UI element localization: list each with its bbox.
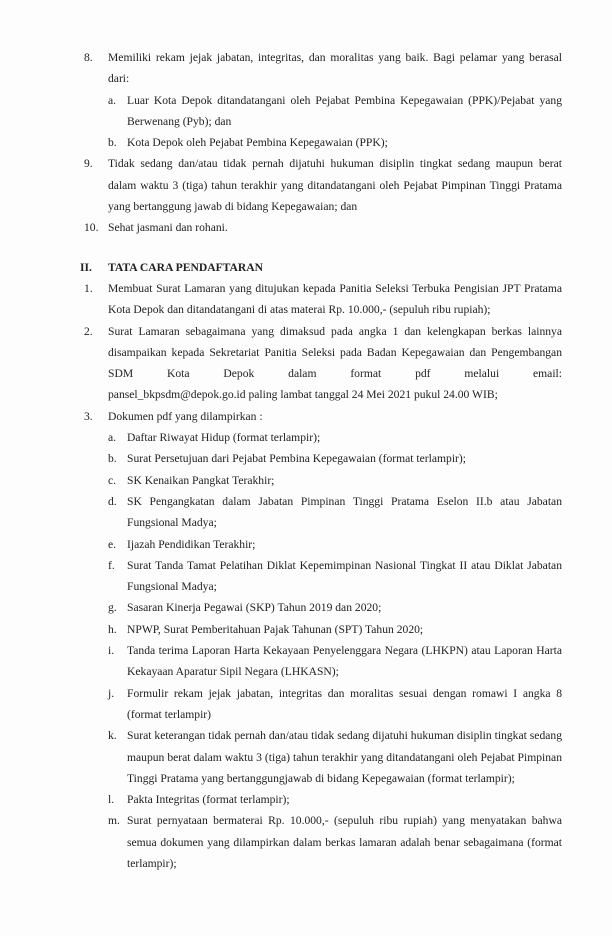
- list-item: [0, 153, 612, 217]
- item-marker: j.: [108, 686, 115, 700]
- list-item: [0, 47, 612, 90]
- item-text: SK Kenaikan Pangkat Terakhir;: [127, 473, 275, 487]
- item-text: Pakta Integritas (format terlampir);: [127, 793, 290, 807]
- sub-item: [0, 789, 612, 810]
- section-2-heading: [0, 257, 612, 278]
- list-item: [0, 217, 612, 238]
- item-text: Dokumen pdf yang dilampirkan :: [108, 409, 263, 423]
- item-text: Memiliki rekam jejak jabatan, integritas, dan moralitas yang baik. Bagi pelamar yang berasal dari:: [108, 51, 562, 86]
- item-text: Tanda terima Laporan Harta Kekayaan Penyelenggara Negara (LHKPN) atau Laporan Harta Kekayaan Aparatur Sipil Negara (LHKASN);: [127, 644, 562, 679]
- item-text: Surat Lamaran sebagaimana yang dimaksud pada angka 1 dan kelengkapan berkas lainnya disampaikan kepada Sekretariat Panitia Seleksi pada Badan Kepegawaian dan Pengembangan SDM Kota Depok dalam format pdf melalui email:: [108, 324, 562, 381]
- sub-item: [0, 90, 612, 133]
- item-text: NPWP, Surat Pemberitahuan Pajak Tahunan (SPT) Tahun 2020;: [127, 622, 424, 636]
- sub-item: [0, 132, 612, 153]
- item-number: 1.: [84, 281, 93, 295]
- document-page: [0, 47, 612, 874]
- item-text: SK Pengangkatan dalam Jabatan Pimpinan Tinggi Pratama Eselon II.b atau Jabatan Fungsional Madya;: [127, 494, 562, 530]
- item-text: Surat pernyataan bermaterai Rp. 10.000,- (sepuluh ribu rupiah) yang menyatakan bahwa semua dokumen yang dilampirkan dalam berkas lamaran adalah benar sebagaimana (format terlampir);: [127, 814, 562, 870]
- item-marker: g.: [108, 601, 117, 615]
- sub-item: [0, 534, 612, 555]
- item-text: Surat keterangan tidak pernah dan/atau tidak sedang dijatuhi hukuman disiplin tingkat sedang maupun berat dalam waktu 3 (tiga) tahun terakhir yang ditandatangani oleh Pejabat Pimpinan Tinggi Pratama yang bertanggungjawab di bidang Kepegawaian (format terlampir);: [127, 729, 562, 785]
- item-number: 3.: [84, 409, 93, 423]
- item-marker: h.: [108, 622, 117, 636]
- list-item: [0, 278, 612, 321]
- section-1-requirements: [0, 47, 612, 239]
- sub-item: [0, 427, 612, 448]
- item-marker: i.: [108, 644, 115, 658]
- item-marker: 10.: [84, 221, 99, 235]
- item-marker: b.: [108, 136, 117, 150]
- sub-item: [0, 725, 612, 789]
- item-marker: m.: [108, 814, 120, 828]
- item-text: Sehat jasmani dan rohani.: [108, 221, 228, 235]
- item-text: Ijazah Pendidikan Terakhir;: [127, 537, 256, 551]
- item-marker: d.: [108, 494, 117, 508]
- sub-item: [0, 640, 612, 683]
- item-text: Kota Depok oleh Pejabat Pembina Kepegawaian (PPK);: [127, 136, 388, 150]
- item-marker: l.: [108, 793, 115, 807]
- item-marker: c.: [108, 473, 117, 487]
- sub-item: [0, 470, 612, 491]
- sub-item: [0, 597, 612, 618]
- item-text: Sasaran Kinerja Pegawai (SKP) Tahun 2019 dan 2020;: [127, 601, 382, 615]
- item-text: Surat Persetujuan dari Pejabat Pembina Kepegawaian (format terlampir);: [127, 452, 466, 466]
- sub-item: [0, 619, 612, 640]
- item-marker: e.: [108, 537, 117, 551]
- sub-item: [0, 810, 612, 874]
- section-numeral: II.: [80, 260, 92, 274]
- item-text: Daftar Riwayat Hidup (format terlampir);: [127, 431, 321, 445]
- sub-item: [0, 448, 612, 469]
- item-text-email-deadline: pansel_bkpsdm@depok.go.id paling lambat tanggal 24 Mei 2021 pukul 24.00 WIB;: [108, 388, 498, 402]
- list-item: [0, 321, 612, 406]
- item-text: Luar Kota Depok ditandatangani oleh Pejabat Pembina Kepegawaian (PPK)/Pejabat yang Berwenang (Pyb); dan: [127, 93, 562, 128]
- item-marker: b.: [108, 452, 117, 466]
- item-marker: k.: [108, 729, 117, 743]
- item-marker: f.: [108, 558, 115, 572]
- section-title: TATA CARA PENDAFTARAN: [108, 260, 264, 274]
- sub-item: [0, 491, 612, 534]
- item-number: 2.: [84, 324, 93, 338]
- item-text: Tidak sedang dan/atau tidak pernah dijatuhi hukuman disiplin tingkat sedang maupun berat dalam waktu 3 (tiga) tahun terakhir yang ditandatangani oleh Pejabat Pimpinan Tinggi Pratama yang bertanggung jawab di bidang Kepegawaian; dan: [108, 157, 562, 214]
- item-text: Surat Tanda Tamat Pelatihan Diklat Kepemimpinan Nasional Tingkat II atau Diklat Jabatan Fungsional Madya;: [127, 558, 562, 594]
- item-text: Formulir rekam jejak jabatan, integritas dan moralitas sesuai dengan romawi I angka 8 (format terlampir): [127, 686, 562, 721]
- list-item: [0, 406, 612, 427]
- sub-item: [0, 683, 612, 726]
- item-marker: a.: [108, 93, 117, 107]
- sub-item: [0, 555, 612, 598]
- item-marker: 9.: [84, 157, 93, 171]
- attached-documents-list: [0, 427, 612, 874]
- item-text: Membuat Surat Lamaran yang ditujukan kepada Panitia Seleksi Terbuka Pengisian JPT Pratama Kota Depok dan ditandatangani di atas materai Rp. 10.000,- (sepuluh ribu rupiah);: [108, 281, 562, 317]
- item-marker: 8.: [84, 51, 93, 64]
- item-marker: a.: [108, 431, 117, 445]
